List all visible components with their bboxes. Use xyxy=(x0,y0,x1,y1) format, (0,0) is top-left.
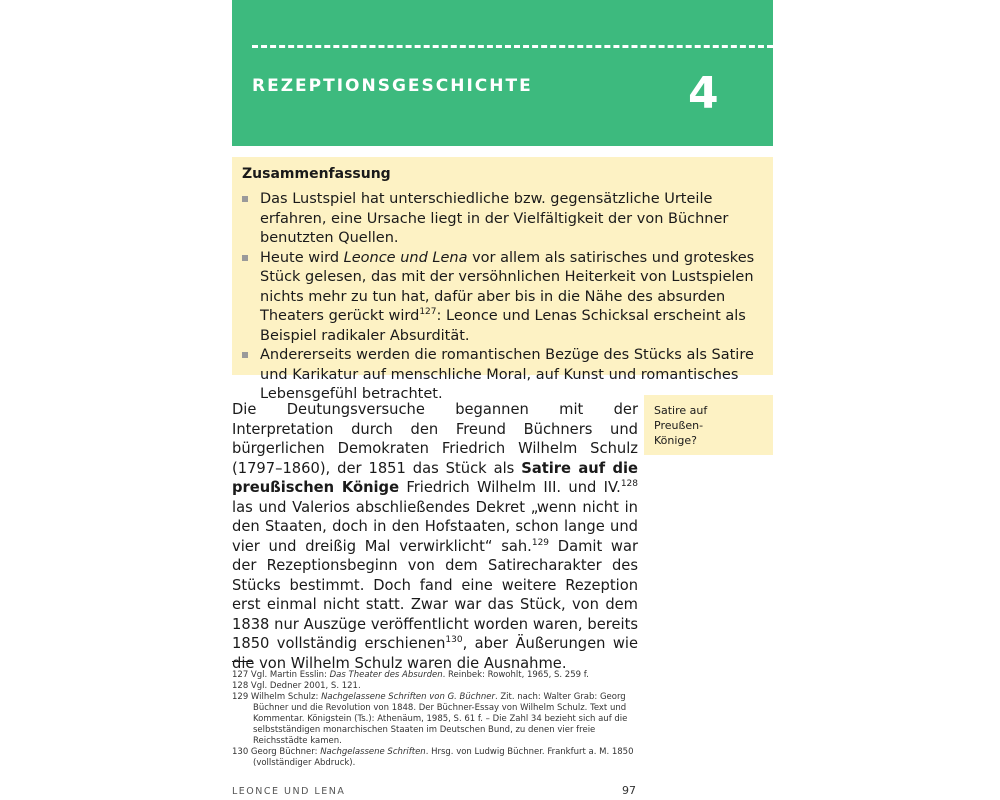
footnotes xyxy=(232,670,638,769)
body-paragraph xyxy=(232,400,638,673)
footnote-text: . Reinbek: Rowohlt, 1965, S. 259 f. xyxy=(442,670,589,680)
footnote-text: 127 Vgl. Martin Esslin: xyxy=(232,670,330,680)
body-text-run: Die Deutungsversuche begannen mit der Interpretation durch den Freund Büchners und bürgerlichen Demokraten Friedrich Wilhelm Schulz (1797–1860), der 1851 das Stück als xyxy=(232,401,638,477)
chapter-number: 4 xyxy=(688,68,719,119)
summary-item-text: : Leonce und Lenas Schicksal erscheint als Beispiel radikaler Absurdität. xyxy=(260,308,746,344)
summary-box xyxy=(232,157,773,402)
highlighted-term: Satire auf die preußischen Könige xyxy=(232,459,638,496)
footnote-ref: 129 xyxy=(531,537,550,548)
footnote: 128 Vgl. Dedner 2001, S. 121. xyxy=(232,681,361,691)
square-bullet-icon xyxy=(242,255,248,261)
footnote-text: . Hrsg. von Ludwig Büchner. Frankfurt a. M. 1850 (vollständiger Abdruck). xyxy=(253,747,634,768)
summary-item xyxy=(242,249,761,347)
square-bullet-icon xyxy=(242,196,248,202)
summary-item xyxy=(242,190,761,249)
margin-note-line: Könige? xyxy=(654,434,698,447)
margin-note-line: Satire auf xyxy=(654,404,708,417)
summary-item-text: Das Lustspiel hat unterschiedliche bzw. gegensätzliche Urteile erfahren, eine Ursache liegt in der Vielfältigkeit der von Büchner benutzten Quellen. xyxy=(260,191,729,246)
body-text-run: las und Valerios abschließendes Dekret „wenn nicht in den Staaten, doch in den Hofstaaten, schon lange und vier und dreißig Mal verwirklicht“ sah. xyxy=(232,498,638,555)
square-bullet-icon xyxy=(242,352,248,358)
summary-item-text: Heute wird xyxy=(260,249,344,266)
footnote xyxy=(232,747,638,769)
footnote xyxy=(232,692,638,747)
margin-note-line: Preußen- xyxy=(654,419,704,432)
summary-list xyxy=(242,190,761,405)
footnote xyxy=(232,670,638,681)
body-text-run: Damit war der Rezeptionsbeginn von dem Satirecharakter des Stücks bestimmt. Doch fand eine weitere Rezeption erst einmal nicht statt. Zwar war das Stück, von dem 1838 nur Auszüge veröffentlicht worden waren, bereits 1850 vollständig erschienen xyxy=(232,537,638,652)
summary-item-text: vor allem als satirisches und groteskes Stück gelesen, das mit der versöhnlichen Heiterkeit von Lustspielen nichts mehr zu tun hat, dafür aber bis in die Nähe des absurden Theaters gerückt wird xyxy=(260,249,755,324)
footnote-title: Nachgelassene Schriften von G. Büchner xyxy=(321,692,495,702)
footnote-ref: 127 xyxy=(419,307,437,318)
footnote-text: . Zit. nach: Walter Grab: Georg Büchner und die Revolution von 1848. Der Büchner-Essay von Wilhelm Schulz. Text und Kommentar. Königstein (Ts.): Athenäum, 1985, S. 61 f. – Die Zahl 34 bezieht sich auf die selbstständigen monarchischen Staaten im Deutschen Bund, zu denen vier freie Reichsstädte kamen. xyxy=(253,692,628,746)
footnote-rule xyxy=(232,661,252,662)
footnote-text: 129 Wilhelm Schulz: xyxy=(232,692,322,702)
footnote-ref: 130 xyxy=(445,635,463,646)
running-head: LEONCE UND LENA xyxy=(232,786,346,797)
summary-heading: Zusammenfassung xyxy=(242,166,391,182)
footnote-ref: 128 xyxy=(620,479,638,490)
footnote-text: 130 Georg Büchner: xyxy=(232,747,321,757)
margin-note xyxy=(644,395,773,455)
page-number: 97 xyxy=(622,784,636,797)
footnote-title: Nachgelassene Schriften xyxy=(320,747,426,757)
work-title: Leonce und Lena xyxy=(343,249,468,266)
summary-item-text: Andererseits werden die romantischen Bezüge des Stücks als Satire und Karikatur auf menschliche Moral, auf Kunst und romantisches Lebensgefühl betrachtet. xyxy=(260,347,754,402)
chapter-title: REZEPTIONSGESCHICHTE xyxy=(252,76,533,96)
body-text-run: , aber Äußerungen wie die von Wilhelm Schulz waren die Ausnahme. xyxy=(232,635,638,672)
footnote-title: Das Theater des Absurden xyxy=(329,670,443,680)
header-dashed-divider xyxy=(252,45,773,48)
body-text-run: Friedrich Wilhelm III. und IV. xyxy=(399,479,621,496)
